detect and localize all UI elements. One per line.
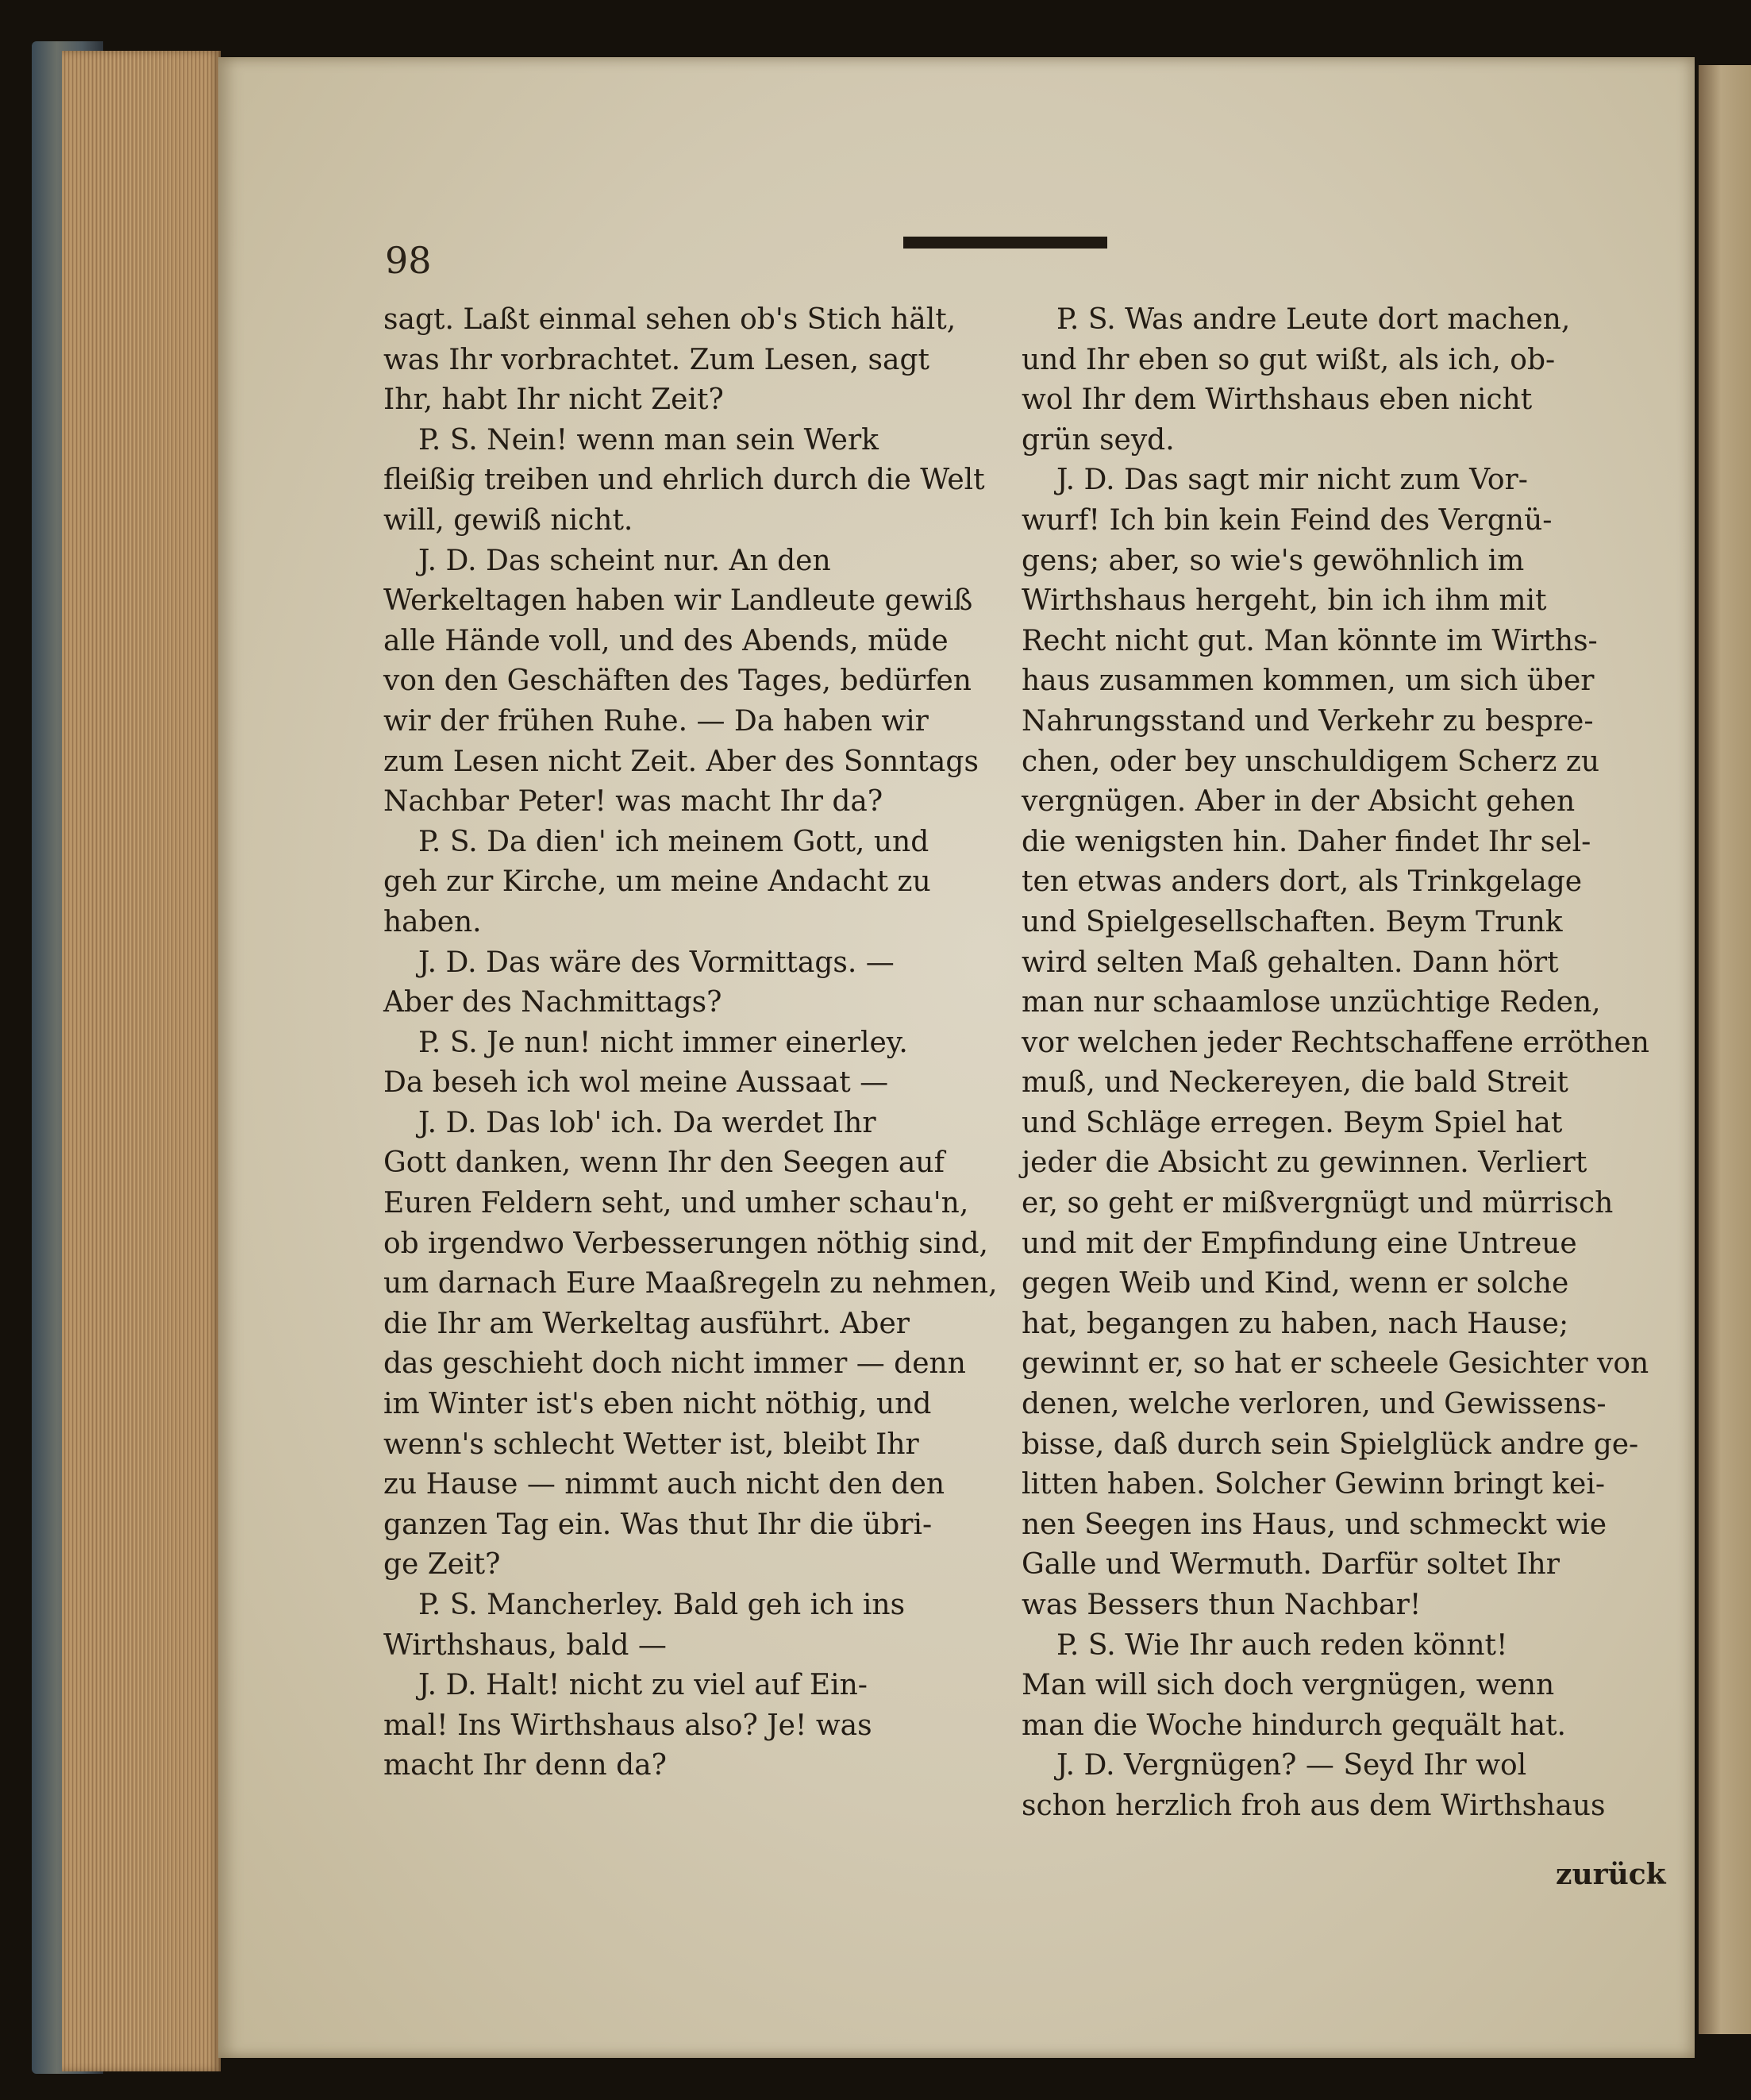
text-line: hat, begangen zu haben, nach Hause; (1022, 1307, 1569, 1340)
text-line: was Bessers thun Nachbar! (1022, 1589, 1422, 1621)
text-line: P. S. Was andre Leute dort machen, (1056, 303, 1571, 336)
text-line: gegen Weib und Kind, wenn er solche (1022, 1267, 1569, 1300)
text-line: J. D. Halt! nicht zu viel auf Ein- (418, 1669, 868, 1702)
text-line: und Ihr eben so gut wißt, als ich, ob- (1022, 343, 1556, 376)
text-line: die wenigsten hin. Daher findet Ihr sel- (1022, 825, 1591, 858)
text-line: J. D. Das scheint nur. An den (418, 544, 831, 577)
text-line: wurf! Ich bin kein Feind des Vergnü- (1022, 503, 1553, 537)
text-line: er, so geht er mißvergnügt und mürrisch (1022, 1187, 1614, 1220)
text-line: Gott danken, wenn Ihr den Seegen auf (383, 1146, 945, 1180)
text-line: gens; aber, so wie's gewöhnlich im (1022, 544, 1525, 577)
text-line: alle Hände voll, und des Abends, müde (383, 624, 949, 657)
text-line: Man will sich doch vergnügen, wenn (1022, 1669, 1555, 1702)
text-line: J. D. Das wäre des Vormittags. — (418, 946, 895, 979)
text-line: Wirthshaus hergeht, bin ich ihm mit (1022, 584, 1547, 618)
text-line: Werkeltagen haben wir Landleute gewiß (383, 584, 973, 618)
text-line: sagt. Laßt einmal sehen ob's Stich hält, (383, 303, 956, 336)
text-line: haus zusammen kommen, um sich über (1022, 665, 1595, 698)
text-line: die Ihr am Werkeltag ausführt. Aber (383, 1307, 910, 1340)
text-line: man nur schaamlose unzüchtige Reden, (1022, 986, 1601, 1019)
text-line: das geschieht doch nicht immer — denn (383, 1347, 966, 1381)
text-line: P. S. Je nun! nicht immer einerley. (418, 1026, 908, 1059)
text-line: Ihr, habt Ihr nicht Zeit? (383, 383, 724, 417)
text-line: J. D. Vergnügen? — Seyd Ihr wol (1056, 1749, 1527, 1782)
text-line: muß, und Neckereyen, die bald Streit (1022, 1066, 1568, 1100)
text-line: und Schläge erregen. Beym Spiel hat (1022, 1106, 1563, 1139)
text-line: grün seyd. (1022, 423, 1175, 457)
text-line: was Ihr vorbrachtet. Zum Lesen, sagt (383, 343, 929, 376)
text-line: will, gewiß nicht. (383, 503, 633, 537)
text-line: vergnügen. Aber in der Absicht gehen (1022, 785, 1576, 819)
text-line: fleißig treiben und ehrlich durch die Welt (383, 464, 985, 497)
text-line: geh zur Kirche, um meine Andacht zu (383, 865, 931, 899)
text-line: Wirthshaus, bald — (383, 1628, 667, 1662)
text-line: und mit der Empfindung eine Untreue (1022, 1227, 1577, 1260)
text-line: zu Hause — nimmt auch nicht den den (383, 1468, 945, 1501)
text-line: Aber des Nachmittags? (383, 986, 722, 1019)
text-column-left (383, 300, 1005, 1786)
text-line: um darnach Eure Maaßregeln zu nehmen, (383, 1267, 998, 1300)
text-line: P. S. Wie Ihr auch reden könnt! (1056, 1628, 1508, 1662)
text-line: ten etwas anders dort, als Trinkgelage (1022, 865, 1583, 899)
text-line: ob irgendwo Verbesserungen nöthig sind, (383, 1227, 988, 1260)
text-line: gewinnt er, so hat er scheele Gesichter von (1022, 1347, 1649, 1381)
text-line: wol Ihr dem Wirthshaus eben nicht (1022, 383, 1533, 417)
text-line: wir der frühen Ruhe. — Da haben wir (383, 704, 929, 738)
text-line: Nahrungsstand und Verkehr zu bespre- (1022, 704, 1594, 738)
text-line: denen, welche verloren, und Gewissens- (1022, 1388, 1607, 1421)
page-edges (62, 51, 221, 2071)
catchword: zurück (1556, 1858, 1666, 1891)
text-line: vor welchen jeder Rechtschaffene erröthen (1022, 1026, 1649, 1059)
text-line: ge Zeit? (383, 1548, 501, 1582)
text-line: ganzen Tag ein. Was thut Ihr die übri- (383, 1508, 933, 1541)
text-line: Da beseh ich wol meine Aussaat — (383, 1066, 889, 1100)
facing-page-edge (1699, 65, 1751, 2034)
text-line: Recht nicht gut. Man könnte im Wirths- (1022, 624, 1598, 657)
page-number: 98 (385, 239, 432, 282)
text-line: schon herzlich froh aus dem Wirthshaus (1022, 1789, 1606, 1822)
text-line: man die Woche hindurch gequält hat. (1022, 1709, 1567, 1742)
text-line: wenn's schlecht Wetter ist, bleibt Ihr (383, 1428, 919, 1461)
text-line: im Winter ist's eben nicht nöthig, und (383, 1388, 932, 1421)
text-line: Galle und Wermuth. Darfür soltet Ihr (1022, 1548, 1560, 1582)
text-line: wird selten Maß gehalten. Dann hört (1022, 946, 1559, 979)
text-line: J. D. Das lob' ich. Da werdet Ihr (418, 1106, 876, 1139)
text-line: P. S. Nein! wenn man sein Werk (418, 423, 879, 457)
text-line: und Spielgesellschaften. Beym Trunk (1022, 905, 1563, 938)
text-line: zum Lesen nicht Zeit. Aber des Sonntags (383, 745, 979, 778)
text-line: J. D. Das sagt mir nicht zum Vor- (1056, 464, 1528, 497)
text-line: Euren Feldern seht, und umher schau'n, (383, 1187, 969, 1220)
text-line: P. S. Da dien' ich meinem Gott, und (418, 825, 929, 858)
text-line: mal! Ins Wirthshaus also? Je! was (383, 1709, 872, 1742)
header-rule (903, 237, 1107, 249)
text-line: bisse, daß durch sein Spielglück andre ge- (1022, 1428, 1639, 1461)
text-line: macht Ihr denn da? (383, 1749, 667, 1782)
text-line: nen Seegen ins Haus, und schmeckt wie (1022, 1508, 1607, 1541)
text-line: chen, oder bey unschuldigem Scherz zu (1022, 745, 1599, 778)
text-line: von den Geschäften des Tages, bedürfen (383, 665, 972, 698)
text-line: Nachbar Peter! was macht Ihr da? (383, 785, 883, 819)
text-line: jeder die Absicht zu gewinnen. Verliert (1022, 1146, 1587, 1180)
text-line: P. S. Mancherley. Bald geh ich ins (418, 1589, 906, 1621)
text-column-right (1022, 300, 1653, 1827)
text-line: haben. (383, 905, 482, 938)
text-line: litten haben. Solcher Gewinn bringt kei- (1022, 1468, 1606, 1501)
